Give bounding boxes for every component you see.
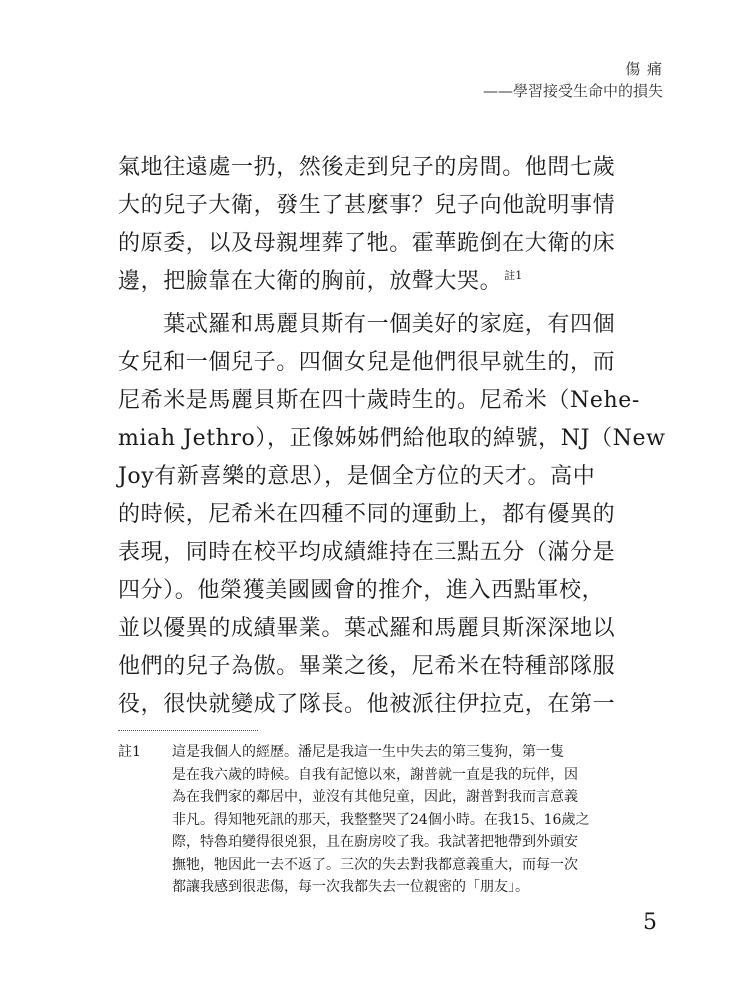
body-line: 役，很快就變成了隊長。他被派往伊拉克，在第一 (118, 692, 616, 717)
body-line: Joy有新喜樂的意思），是個全方位的天才。高中 (118, 464, 596, 489)
footnote-line: 是在我六歲的時候。自我有記憶以來，謝普就一直是我的玩伴，因 (172, 766, 578, 783)
footnote-divider (118, 730, 258, 731)
body-line: 的時候，尼希米在四種不同的運動上，都有優異的 (118, 502, 616, 527)
body-line: 的原委，以及母親埋葬了牠。霍華跪倒在大衛的床 (118, 231, 616, 256)
footnote-line: 為在我們家的鄰居中，並沒有其他兒童，因此，謝普對我而言意義 (172, 789, 578, 805)
page-number: 5 (643, 910, 657, 935)
chapter-subtitle: ——學習接受生命中的損失 (482, 82, 663, 100)
body-line: 氣地往遠處一扔，然後走到兒子的房間。他問七歲 (118, 155, 616, 180)
body-line: 四分）。他榮獲美國國會的推介，進入西點軍校， (118, 578, 605, 603)
footnote-line: 撫牠，牠因此一去不返了。三次的失去對我都意義重大，而每一次 (172, 856, 578, 873)
body-line: 他們的兒子為傲。畢業之後，尼希米在特種部隊服 (118, 654, 616, 679)
body-line: 表現，同時在校平均成績維持在三點五分（滿分是 (118, 540, 616, 565)
footnote-line: 際，特魯珀變得很兇狠，且在廚房咬了我。我試著把牠帶到外頭安 (172, 834, 578, 850)
body-line: 邊，把臉靠在大衛的胸前，放聲大哭。 (118, 269, 503, 294)
body-line: miah Jethro），正像姊姊們給他取的綽號，NJ（New (118, 426, 666, 451)
footnote-label: 註1 (118, 744, 141, 760)
body-line: 葉忒羅和馬麗貝斯有一個美好的家庭，有四個 (118, 312, 616, 337)
running-header (483, 58, 663, 102)
footnote-reference: 註1 (504, 269, 523, 282)
footnote-line: 非凡。得知牠死訊的那天，我整整哭了24個小時。在我15、16歲之 (172, 811, 590, 828)
body-line-with-note (118, 267, 522, 300)
body-line: 女兒和一個兒子。四個女兒是他們很早就生的，而 (118, 350, 616, 375)
body-line: 大的兒子大衛，發生了甚麼事？兒子向他說明事情 (118, 193, 616, 218)
footnote-line: 都讓我感到很悲傷，每一次我都失去一位親密的「朋友」。 (172, 879, 529, 895)
chapter-title: 傷 痛 (625, 60, 663, 78)
body-line: 並以優異的成績畢業。葉忒羅和馬麗貝斯深深地以 (118, 616, 616, 641)
footnote-line: 這是我個人的經歷。潘尼是我這一生中失去的第三隻狗，第一隻 (172, 744, 564, 760)
body-line: 尼希米是馬麗貝斯在四十歲時生的。尼希米（Nehe- (118, 388, 640, 413)
